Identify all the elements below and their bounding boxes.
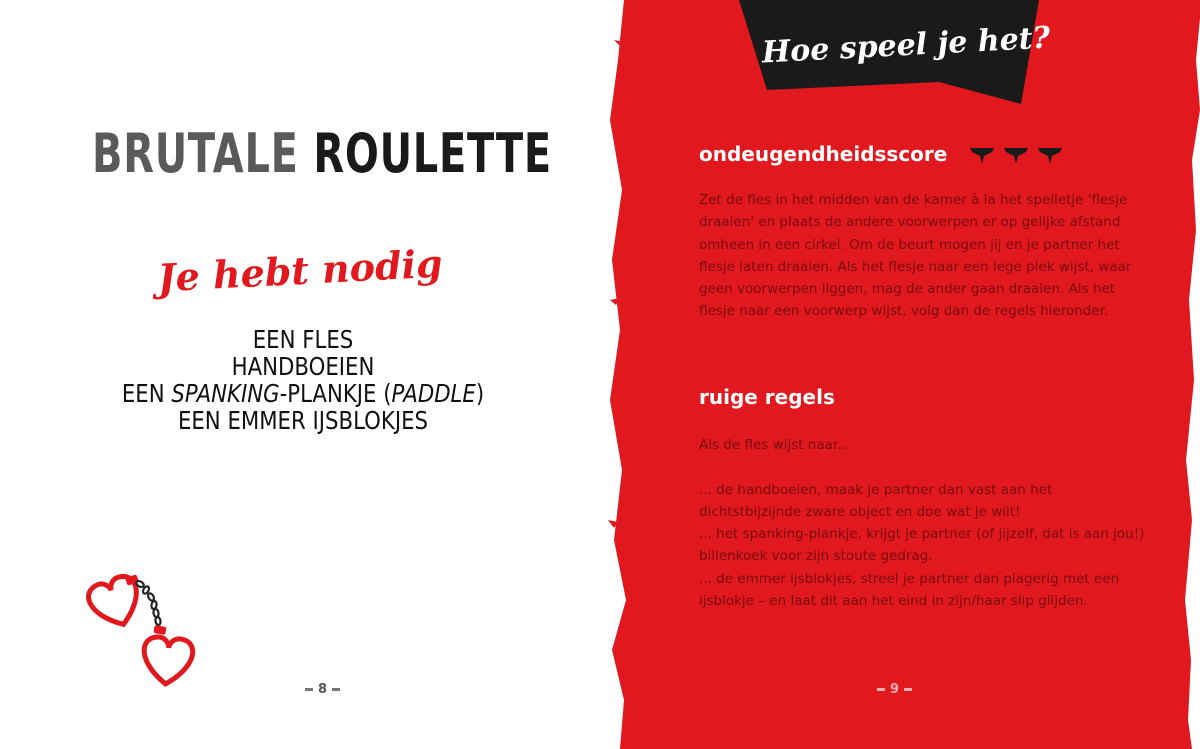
rule-item: ... de emmer ijsblokjes, streel je partner dan plagerig met een ijsblokje – en laat dit aan het eind in zijn/haar slip glijden. <box>699 570 1120 610</box>
needs-item-handcuffs: HANDBOEIEN <box>231 352 375 381</box>
needs-item-ice-bucket: EEN EMMER IJSBLOKJES <box>177 406 429 435</box>
page-title <box>92 122 552 186</box>
red-brush-background <box>606 0 1200 749</box>
right-page <box>606 0 1200 749</box>
thong-icon <box>1004 148 1028 164</box>
page-number: 8 <box>300 682 345 697</box>
intro-paragraph: Zet de fles in het midden van de kamer à la het spelletje 'flesje draaien' en plaats de andere voorwerpen er op gelijke afstand omheen in een cirkel. Om de beurt mogen jij en je partner het flesje laten draaien. Als het flesje naar een lege plek wijst, waar geen voorwerpen liggen, mag de ander gaan draaien. Als het flesje naar een voorwerp wijst, volg dan de regels hieronder. <box>699 192 1132 320</box>
needs-item-paddle: EEN SPANKING-PLANKJE (PADDLE) <box>121 379 485 408</box>
thong-icon <box>1038 148 1062 164</box>
page-number: 9 <box>872 682 917 697</box>
rules-heading: ruige regels <box>699 385 835 409</box>
score-icons <box>968 146 1068 166</box>
rules-text <box>699 434 1149 612</box>
title-word-2: ROULETTE <box>313 122 552 185</box>
title-word-1: BRUTALE <box>92 122 299 185</box>
needs-item-bottle: EEN FLES <box>252 325 354 354</box>
needs-list <box>0 326 606 434</box>
thong-icon <box>970 148 994 164</box>
score-heading: ondeugendheidsscore <box>699 142 948 166</box>
banner-title: Hoe speel je het? <box>761 20 1051 71</box>
rule-item: ... de handboeien, maak je partner dan vast aan het dichtstbijzijnde zware object en doe wat je wilt! <box>699 481 1053 520</box>
rules-lead: Als de fles wijst naar... <box>699 437 851 453</box>
rule-item: ... het spanking-plankje, krijgt je partner (of jijzelf, dat is aan jou!) billenkoek voor zijn stoute gedrag. <box>699 526 1145 565</box>
handcuffs-icon <box>78 560 218 700</box>
needs-heading: Je hebt nodig <box>156 240 444 301</box>
